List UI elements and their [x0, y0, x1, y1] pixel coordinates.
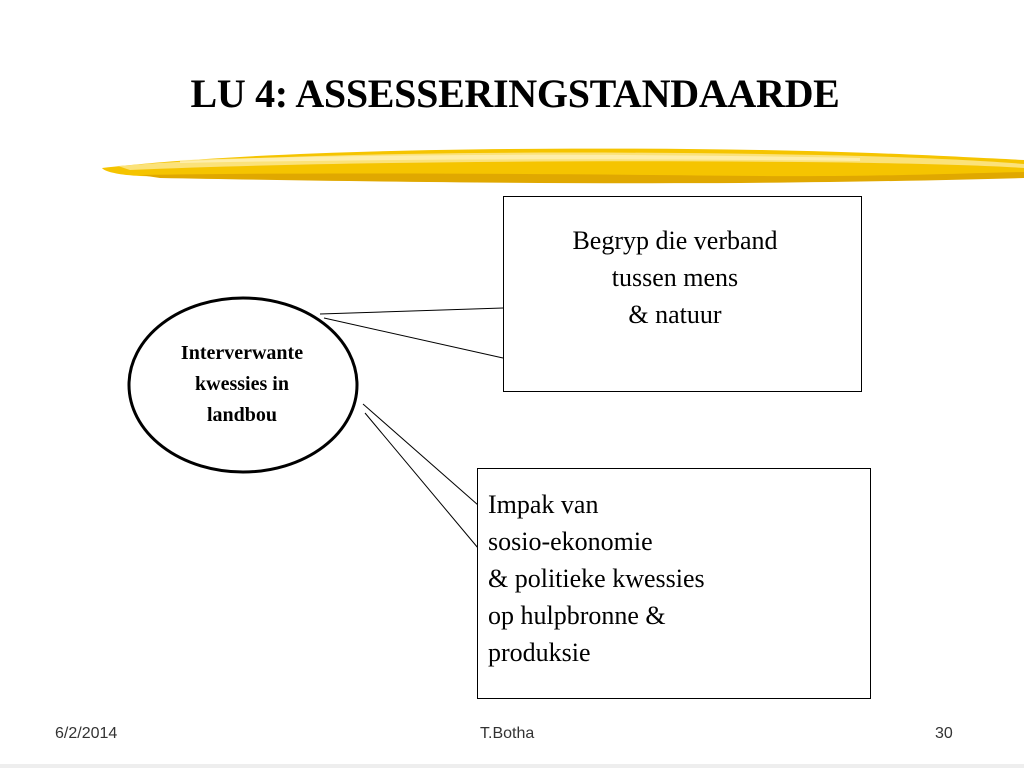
bottom-rule: [0, 764, 1024, 768]
connector-bottom-upper: [363, 404, 478, 505]
slide-title: LU 4: ASSESSERINGSTANDAARDE: [190, 71, 840, 116]
connector-bottom-lower: [365, 413, 478, 548]
connector-top-lower: [324, 318, 503, 358]
footer-date: 6/2/2014: [55, 725, 118, 742]
footer-author: T.Botha: [480, 725, 535, 742]
top-box-text: Begryp die verband tussen mens & natuur: [572, 226, 778, 329]
center-node-label: Interverwante kwessies in landbou: [180, 342, 304, 426]
connector-top-upper: [320, 308, 503, 314]
bottom-box-text: Impak van sosio-ekonomie & politieke kwessies op hulpbronne & produksie: [488, 490, 705, 667]
footer-page-number: 30: [935, 725, 953, 742]
